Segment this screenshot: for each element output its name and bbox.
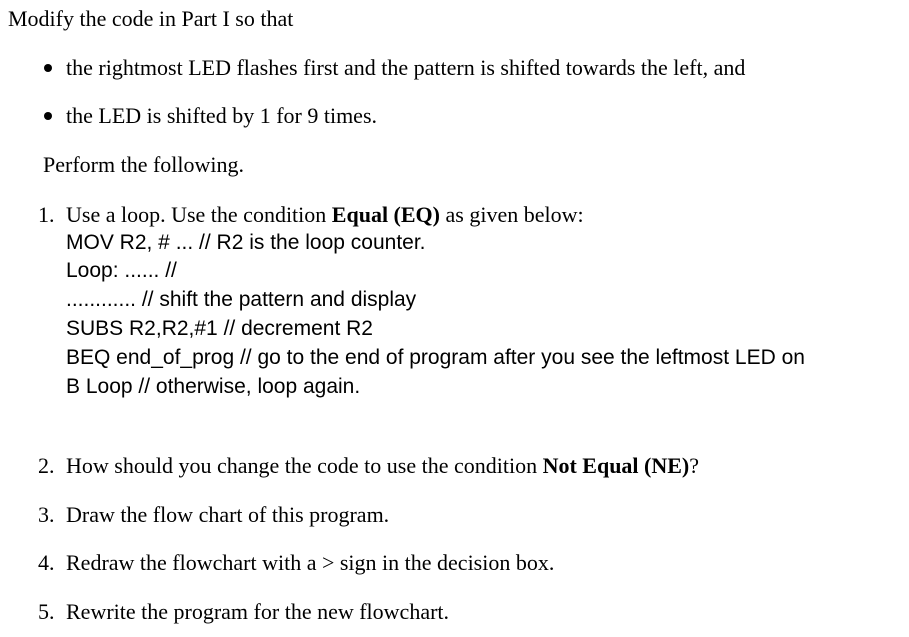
bullet-dot [44,112,52,120]
list-number: 5. [38,599,55,624]
code-line: ............ // shift the pattern and display [66,288,417,311]
list-item-1-bold: Equal (EQ) [331,202,440,227]
list-item-3: Draw the flow chart of this program. [66,502,390,527]
list-item-1-text: Use a loop. Use the condition [66,202,332,227]
list-number: 1. [38,202,55,227]
list-item-2-bold: Not Equal (NE) [542,453,690,478]
list-item-2 [66,453,699,479]
bullet-dot [44,64,52,72]
code-line: SUBS R2,R2,#1 // decrement R2 [66,317,373,340]
code-line: Loop: ...... // [66,259,177,282]
list-item-2-text: How should you change the code to use the condition [66,453,543,478]
bullet-item-1: the rightmost LED flashes first and the pattern is shifted towards the left, and [66,55,746,80]
code-line: MOV R2, # ... // R2 is the loop counter. [66,231,426,254]
list-item-1-text-after: as given below: [440,202,584,227]
code-line: BEQ end_of_prog // go to the end of program after you see the leftmost LED on [66,346,805,369]
perform-heading: Perform the following. [43,152,245,177]
list-item-5: Rewrite the program for the new flowchart. [66,599,450,624]
code-line: B Loop // otherwise, loop again. [66,375,361,398]
list-item-4: Redraw the flowchart with a > sign in the decision box. [66,550,555,575]
list-number: 3. [38,502,55,527]
list-item-2-text-after: ? [689,453,700,478]
intro-text: Modify the code in Part I so that [8,6,294,31]
bullet-item-2: the LED is shifted by 1 for 9 times. [66,103,378,128]
list-item-1 [66,202,584,228]
list-number: 2. [38,453,55,478]
list-number: 4. [38,550,55,575]
